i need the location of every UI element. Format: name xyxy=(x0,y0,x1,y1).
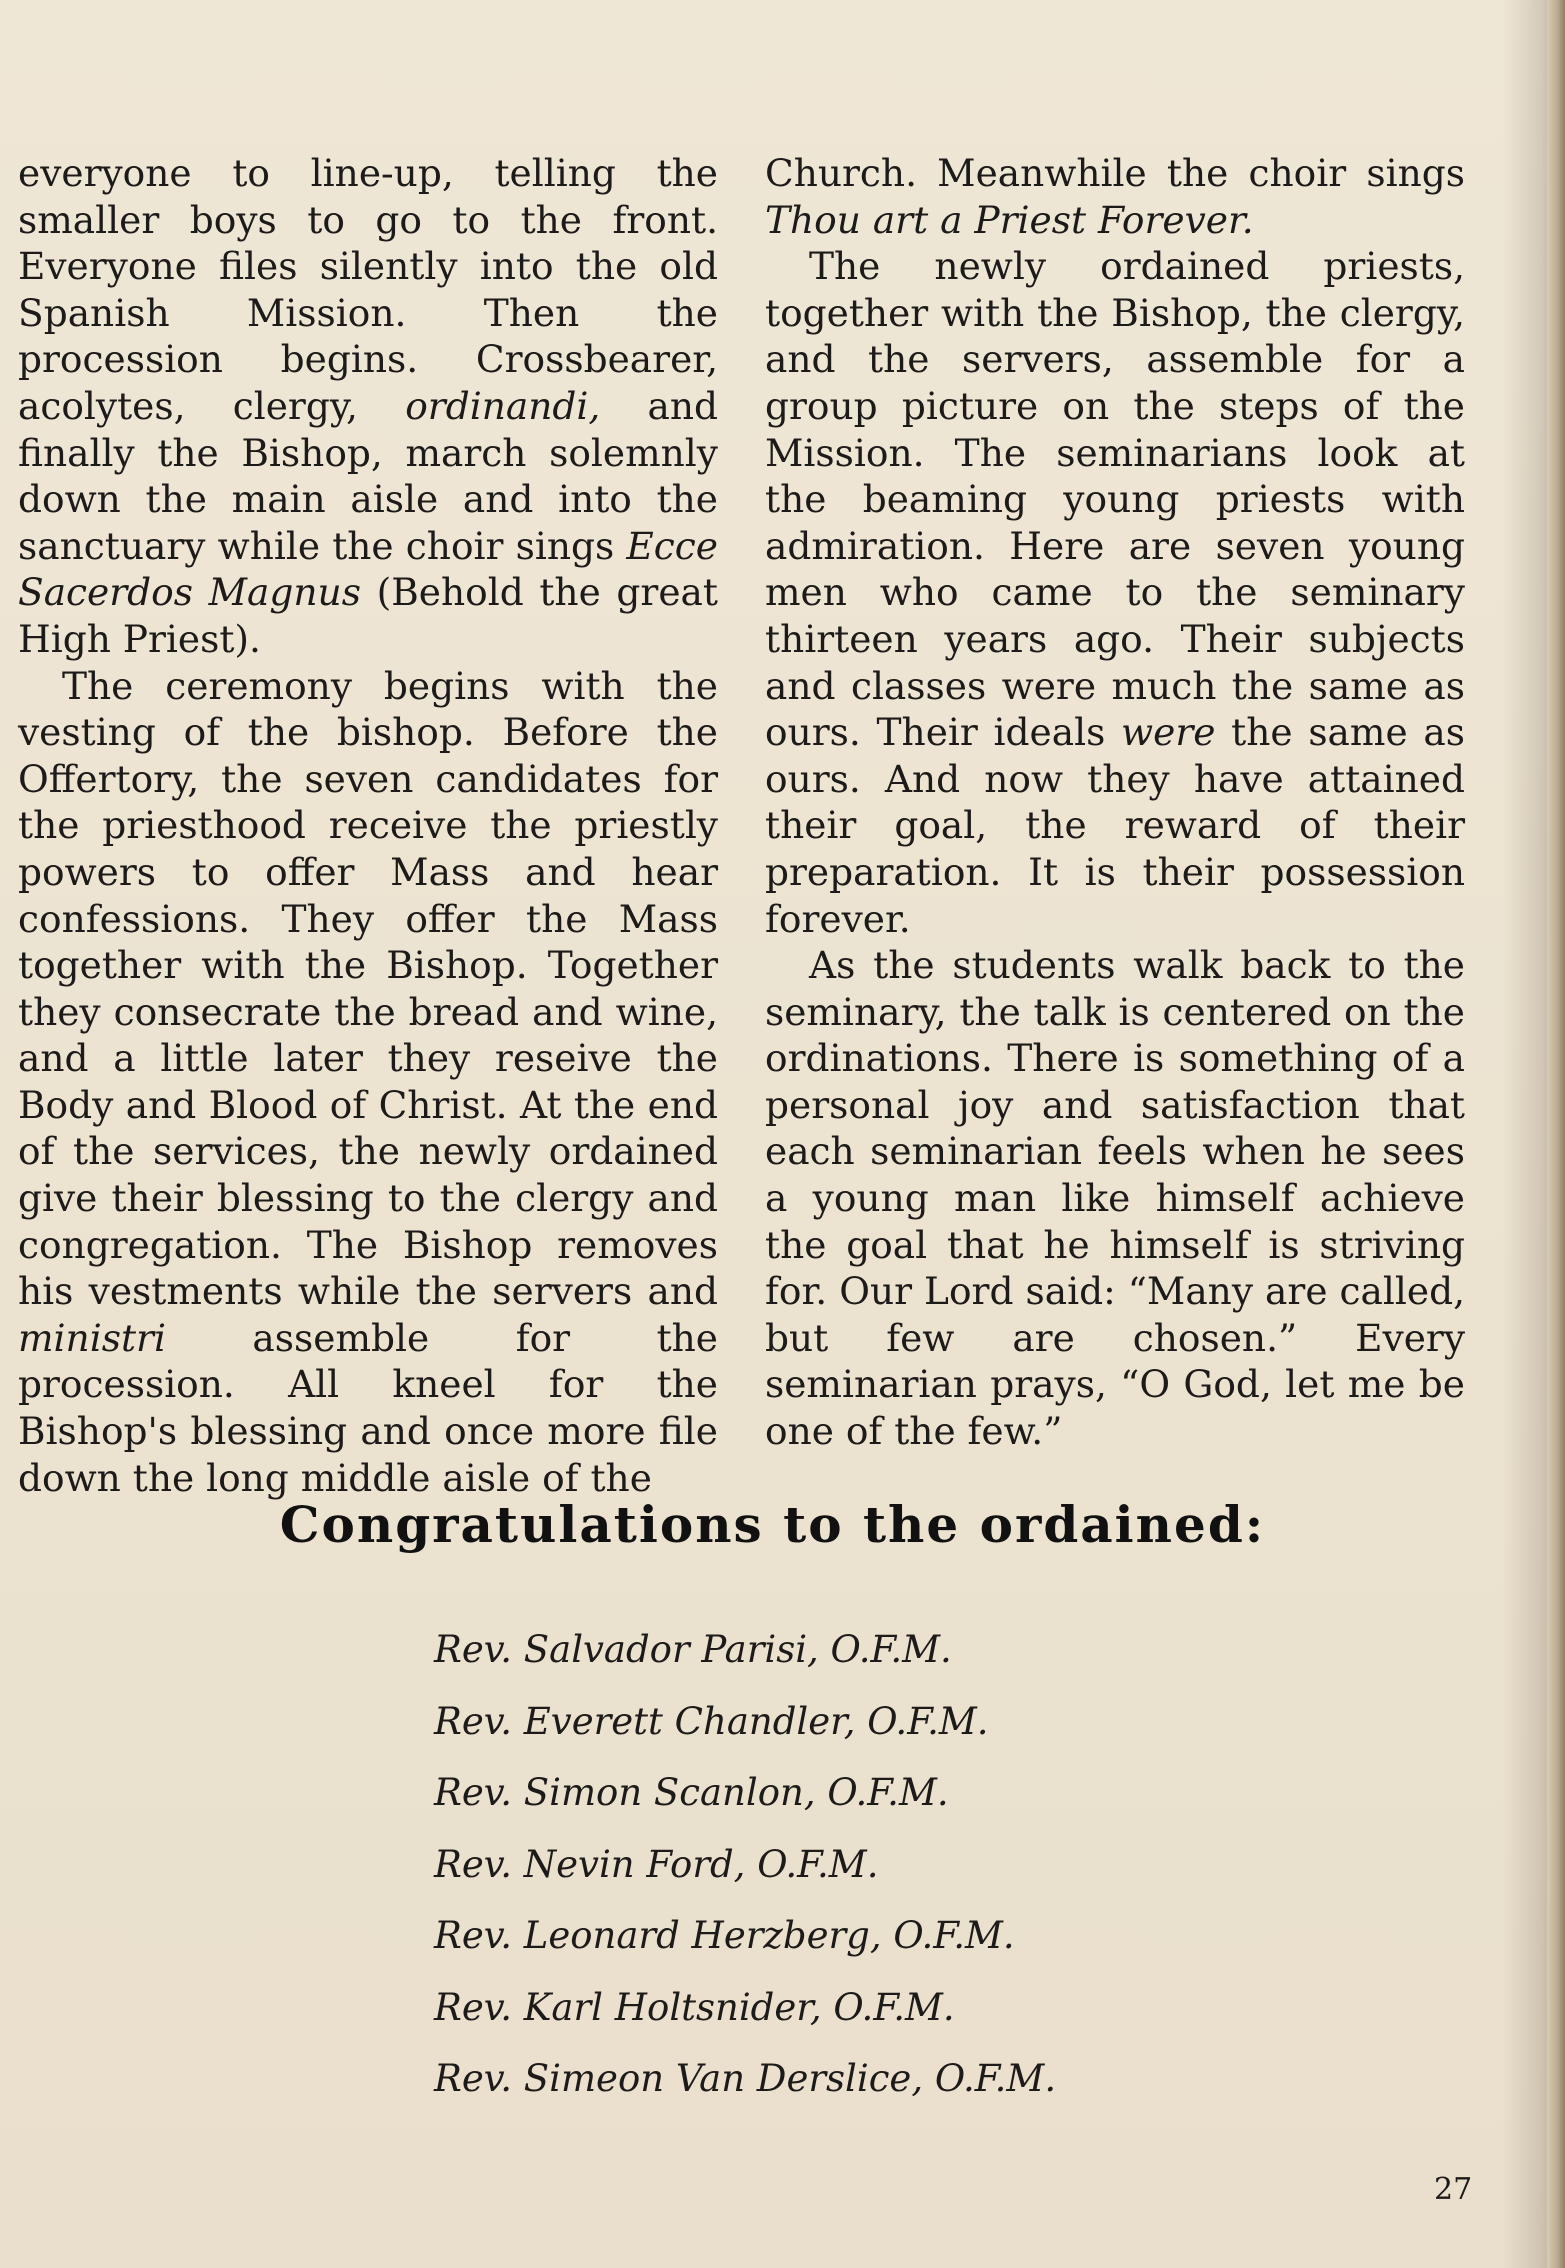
congratulations-heading: Congratulations to the ordained: xyxy=(279,1495,1266,1554)
list-item: Rev. Simon Scanlon, O.F.M. xyxy=(434,1771,949,1814)
text-run: As the students walk back to the seminary, the talk is centered on the ordinations. There is something of a personal joy and satisfaction that each seminarian feels when he sees a young man like himself achieve the goal that he himself is striving for. Our Lord said: “Many are called, but few are chosen.” Every seminarian prays, “O God, let me be one of the few.” xyxy=(765,943,1465,1454)
right-paragraph-3 xyxy=(765,942,1465,1455)
right-column xyxy=(765,150,1465,1455)
hymn-title: Thou art a Priest Forever. xyxy=(765,197,1254,242)
page-spine xyxy=(1547,0,1565,2268)
text-run: The newly ordained priests, together with the Bishop, the clergy, and the servers, assemble for a group picture on the steps of the Mission. The seminarians look at the beaming young priests with admiration. Here are seven young men who came to the seminary thirteen years ago. Their subjects and classes were much the same as ours. Their ideals xyxy=(765,244,1465,755)
right-paragraph-2 xyxy=(765,243,1465,942)
text-run: assemble for the procession. All kneel for the Bishop's blessing and once more file down the long middle aisle of the xyxy=(18,1315,718,1500)
text-run: (Behold the great High Priest). xyxy=(18,570,718,661)
text-run: The ceremony begins with the vesting of the bishop. Before the Offertory, the seven candidates for the priesthood receive the priestly powers to offer Mass and hear confessions. They offer the Mass together with the Bishop. Together they consecrate the bread and wine, and a little later they reseive the Body and Blood of Christ. At the end of the services, the newly ordained give their blessing to the clergy and congregation. The Bishop removes his vestments while the servers and xyxy=(18,663,718,1314)
list-item: Rev. Everett Chandler, O.F.M. xyxy=(434,1699,989,1743)
text-run: everyone to line-up, telling the smaller boys to go to the front. Everyone files silently into the old Spanish Mission. Then the procession begins. Crossbearer, acolytes, clergy, xyxy=(18,151,718,428)
hymn-title: Ecce Sacerdos Magnus xyxy=(18,523,718,615)
italic-term: ordinandi, xyxy=(405,383,601,428)
left-paragraph-2 xyxy=(18,663,718,1502)
left-column xyxy=(18,150,718,1501)
page-number: 27 xyxy=(1434,2172,1473,2207)
list-item: Rev. Simeon Van Derslice, O.F.M. xyxy=(434,2057,1057,2100)
list-item: Rev. Salvador Parisi, O.F.M. xyxy=(434,1628,952,1671)
left-paragraph-1 xyxy=(18,150,718,663)
list-item: Rev. Karl Holtsnider, O.F.M. xyxy=(434,1985,955,2029)
text-run: Church. Meanwhile the choir sings xyxy=(765,151,1465,195)
italic-term: were xyxy=(1121,710,1216,755)
list-item: Rev. Leonard Herzberg, O.F.M. xyxy=(434,1914,1015,1957)
list-item: Rev. Nevin Ford, O.F.M. xyxy=(434,1842,879,1886)
ordained-list xyxy=(434,1628,1234,2129)
italic-term: ministri xyxy=(18,1315,166,1360)
right-paragraph-1 xyxy=(765,150,1465,243)
text-run: the same as ours. And now they have attained their goal, the reward of their preparation. It is their possession forever. xyxy=(765,710,1465,941)
text-run: and finally the Bishop, march solemnly down the main aisle and into the sanctuary while the choir sings xyxy=(18,383,718,568)
